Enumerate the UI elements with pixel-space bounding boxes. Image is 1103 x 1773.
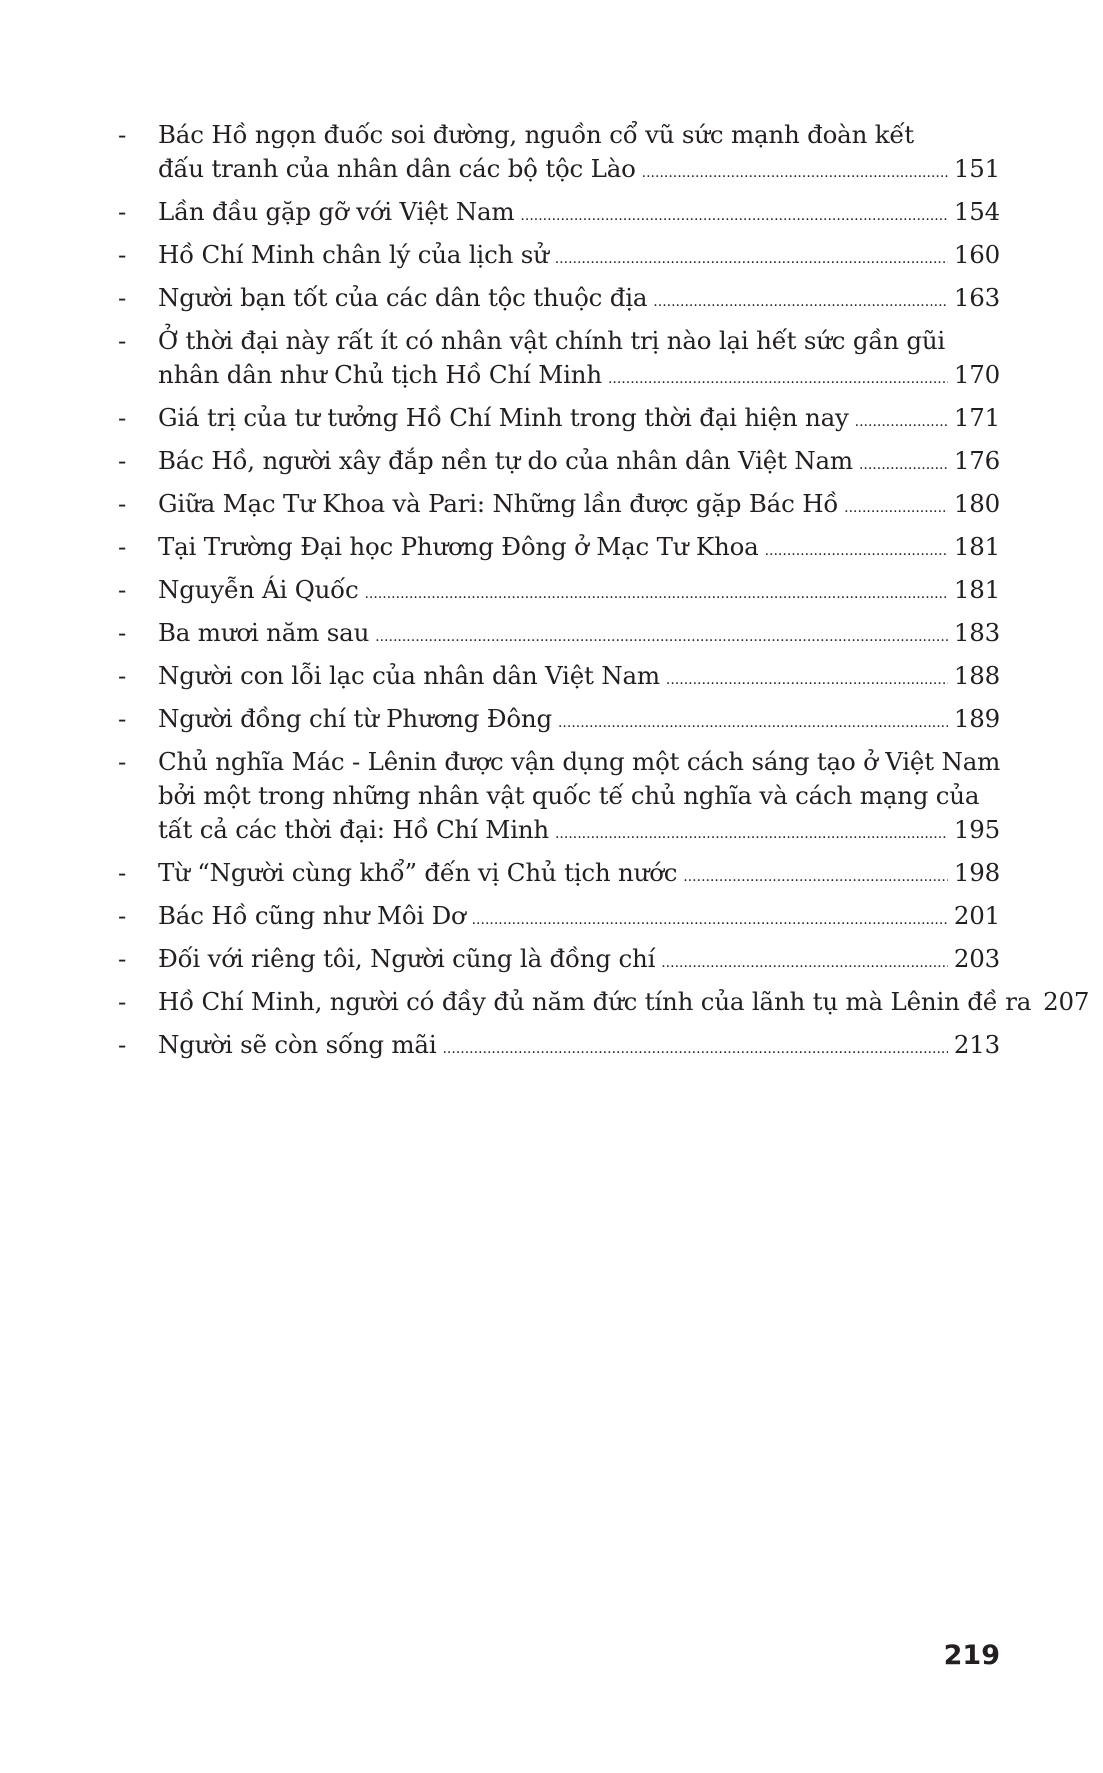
bullet-dash: - (118, 403, 127, 432)
toc-entry (118, 118, 1000, 190)
dot-leader (855, 401, 948, 439)
toc-entry-page: 181 (953, 575, 1000, 604)
bullet-dash: - (118, 197, 127, 226)
bullet-dash: - (118, 575, 127, 604)
dot-leader (765, 530, 948, 568)
dot-leader (472, 899, 948, 937)
toc-entry-title: Giữa Mạc Tư Khoa và Pari: Những lần được gặp Bác Hồ (158, 489, 839, 518)
toc-entry (118, 702, 1000, 740)
toc-entry-last-line (158, 401, 1000, 439)
toc-entry-page: 188 (953, 661, 1000, 690)
bullet-dash: - (118, 661, 127, 690)
toc-entry-title-line: bởi một trong những nhân vật quốc tế chủ nghĩa và cách mạng của (158, 781, 980, 810)
toc-entry (118, 281, 1000, 319)
toc-entry-last-line (158, 985, 1090, 1023)
toc-entry (118, 444, 1000, 482)
bullet-dash: - (118, 618, 127, 647)
toc-entry-last-line (158, 444, 1000, 482)
page-number: 219 (943, 1640, 1000, 1671)
toc-entry-page: 213 (953, 1030, 1000, 1059)
toc-entry-last-line (158, 238, 1000, 276)
toc-entry (118, 616, 1000, 654)
toc-entry-title: Hồ Chí Minh chân lý của lịch sử (158, 240, 549, 269)
toc-entry-page: 170 (953, 360, 1000, 389)
toc-entry (118, 530, 1000, 568)
toc-entry-last-line (158, 856, 1000, 894)
bullet-dash: - (118, 901, 127, 930)
toc-entry-page: 160 (953, 240, 1000, 269)
toc-entry-title: Bác Hồ cũng như Môi Dơ (158, 901, 466, 930)
toc-entry-last-line (158, 659, 1000, 697)
dot-leader (666, 659, 948, 697)
dot-leader (653, 281, 948, 319)
table-of-contents (118, 118, 1090, 1071)
toc-entry (118, 985, 1090, 1023)
toc-entry-last-line (158, 573, 1000, 611)
bullet-dash: - (118, 747, 127, 776)
bullet-dash: - (118, 489, 127, 518)
toc-entry-last-line (158, 942, 1000, 980)
dot-leader (520, 195, 947, 233)
toc-entry-title: Đối với riêng tôi, Người cũng là đồng chí (158, 944, 656, 973)
toc-entry (118, 324, 1000, 396)
toc-entry-title: Người con lỗi lạc của nhân dân Việt Nam (158, 661, 660, 690)
toc-entry-title: Người sẽ còn sống mãi (158, 1030, 437, 1059)
bullet-dash: - (118, 326, 127, 355)
toc-entry (118, 856, 1000, 894)
toc-entry-last-line (158, 281, 1000, 319)
toc-entry-title-line: Bác Hồ ngọn đuốc soi đường, nguồn cổ vũ sức mạnh đoàn kết (158, 120, 914, 149)
dot-leader (555, 238, 948, 276)
toc-entry-last-line (158, 616, 1000, 654)
toc-entry-page: 163 (953, 283, 1000, 312)
dot-leader (558, 702, 948, 740)
toc-entry-last-line (158, 358, 1000, 396)
bullet-dash: - (118, 120, 127, 149)
toc-entry-title-line: Chủ nghĩa Mác - Lênin được vận dụng một cách sáng tạo ở Việt Nam (158, 747, 1001, 776)
dot-leader (844, 487, 948, 525)
dot-leader (555, 813, 948, 851)
toc-entry-page: 180 (953, 489, 1000, 518)
bullet-dash: - (118, 1030, 127, 1059)
toc-entry-page: 176 (953, 446, 1000, 475)
dot-leader (859, 444, 948, 482)
toc-entry-last-line (158, 530, 1000, 568)
toc-entry (118, 899, 1000, 937)
toc-entry-page: 201 (953, 901, 1000, 930)
toc-entry-title: Người bạn tốt của các dân tộc thuộc địa (158, 283, 648, 312)
toc-entry-title: Giá trị của tư tưởng Hồ Chí Minh trong thời đại hiện nay (158, 403, 849, 432)
bullet-dash: - (118, 858, 127, 887)
toc-entry (118, 401, 1000, 439)
toc-entry (118, 1028, 1000, 1066)
toc-entry-page: 207 (1043, 987, 1090, 1016)
bullet-dash: - (118, 532, 127, 561)
toc-entry (118, 195, 1000, 233)
toc-entry-page: 203 (953, 944, 1000, 973)
dot-leader (642, 152, 948, 190)
dot-leader (442, 1028, 947, 1066)
bullet-dash: - (118, 446, 127, 475)
toc-entry-title: Nguyễn Ái Quốc (158, 575, 359, 604)
toc-entry-last-line (158, 152, 1000, 190)
bullet-dash: - (118, 240, 127, 269)
toc-entry-title: nhân dân như Chủ tịch Hồ Chí Minh (158, 360, 602, 389)
dot-leader (661, 942, 948, 980)
toc-entry-title: Hồ Chí Minh, người có đầy đủ năm đức tính của lãnh tụ mà Lênin đề ra (158, 987, 1032, 1016)
dot-leader (375, 616, 948, 654)
toc-entry (118, 659, 1000, 697)
toc-entry-page: 189 (953, 704, 1000, 733)
dot-leader (364, 573, 947, 611)
toc-entry (118, 745, 1000, 851)
dot-leader (608, 358, 948, 396)
toc-entry-title-line: Ở thời đại này rất ít có nhân vật chính trị nào lại hết sức gần gũi (158, 326, 946, 355)
bullet-dash: - (118, 283, 127, 312)
toc-entry-last-line (158, 702, 1000, 740)
toc-entry (118, 238, 1000, 276)
toc-entry-page: 181 (953, 532, 1000, 561)
bullet-dash: - (118, 704, 127, 733)
toc-entry-page: 195 (953, 815, 1000, 844)
toc-entry-last-line (158, 813, 1000, 851)
toc-entry-last-line (158, 899, 1000, 937)
toc-entry-page: 198 (953, 858, 1000, 887)
toc-entry-title: Người đồng chí từ Phương Đông (158, 704, 552, 733)
toc-entry-last-line (158, 1028, 1000, 1066)
toc-entry-title: Lần đầu gặp gỡ với Việt Nam (158, 197, 515, 226)
toc-entry-title: Tại Trường Đại học Phương Đông ở Mạc Tư Khoa (158, 532, 759, 561)
bullet-dash: - (118, 944, 127, 973)
bullet-dash: - (118, 987, 127, 1016)
toc-entry-title: đấu tranh của nhân dân các bộ tộc Lào (158, 154, 636, 183)
toc-entry-page: 151 (953, 154, 1000, 183)
toc-entry-title: tất cả các thời đại: Hồ Chí Minh (158, 815, 549, 844)
toc-entry-last-line (158, 487, 1000, 525)
toc-entry-last-line (158, 195, 1000, 233)
toc-entry-page: 171 (953, 403, 1000, 432)
dot-leader (683, 856, 948, 894)
toc-entry-title: Ba mươi năm sau (158, 618, 370, 647)
toc-entry-page: 154 (953, 197, 1000, 226)
toc-entry-title: Bác Hồ, người xây đắp nền tự do của nhân dân Việt Nam (158, 446, 853, 475)
toc-entry (118, 487, 1000, 525)
toc-entry (118, 573, 1000, 611)
toc-entry (118, 942, 1000, 980)
toc-entry-page: 183 (953, 618, 1000, 647)
toc-entry-title: Từ “Người cùng khổ” đến vị Chủ tịch nước (158, 858, 678, 887)
